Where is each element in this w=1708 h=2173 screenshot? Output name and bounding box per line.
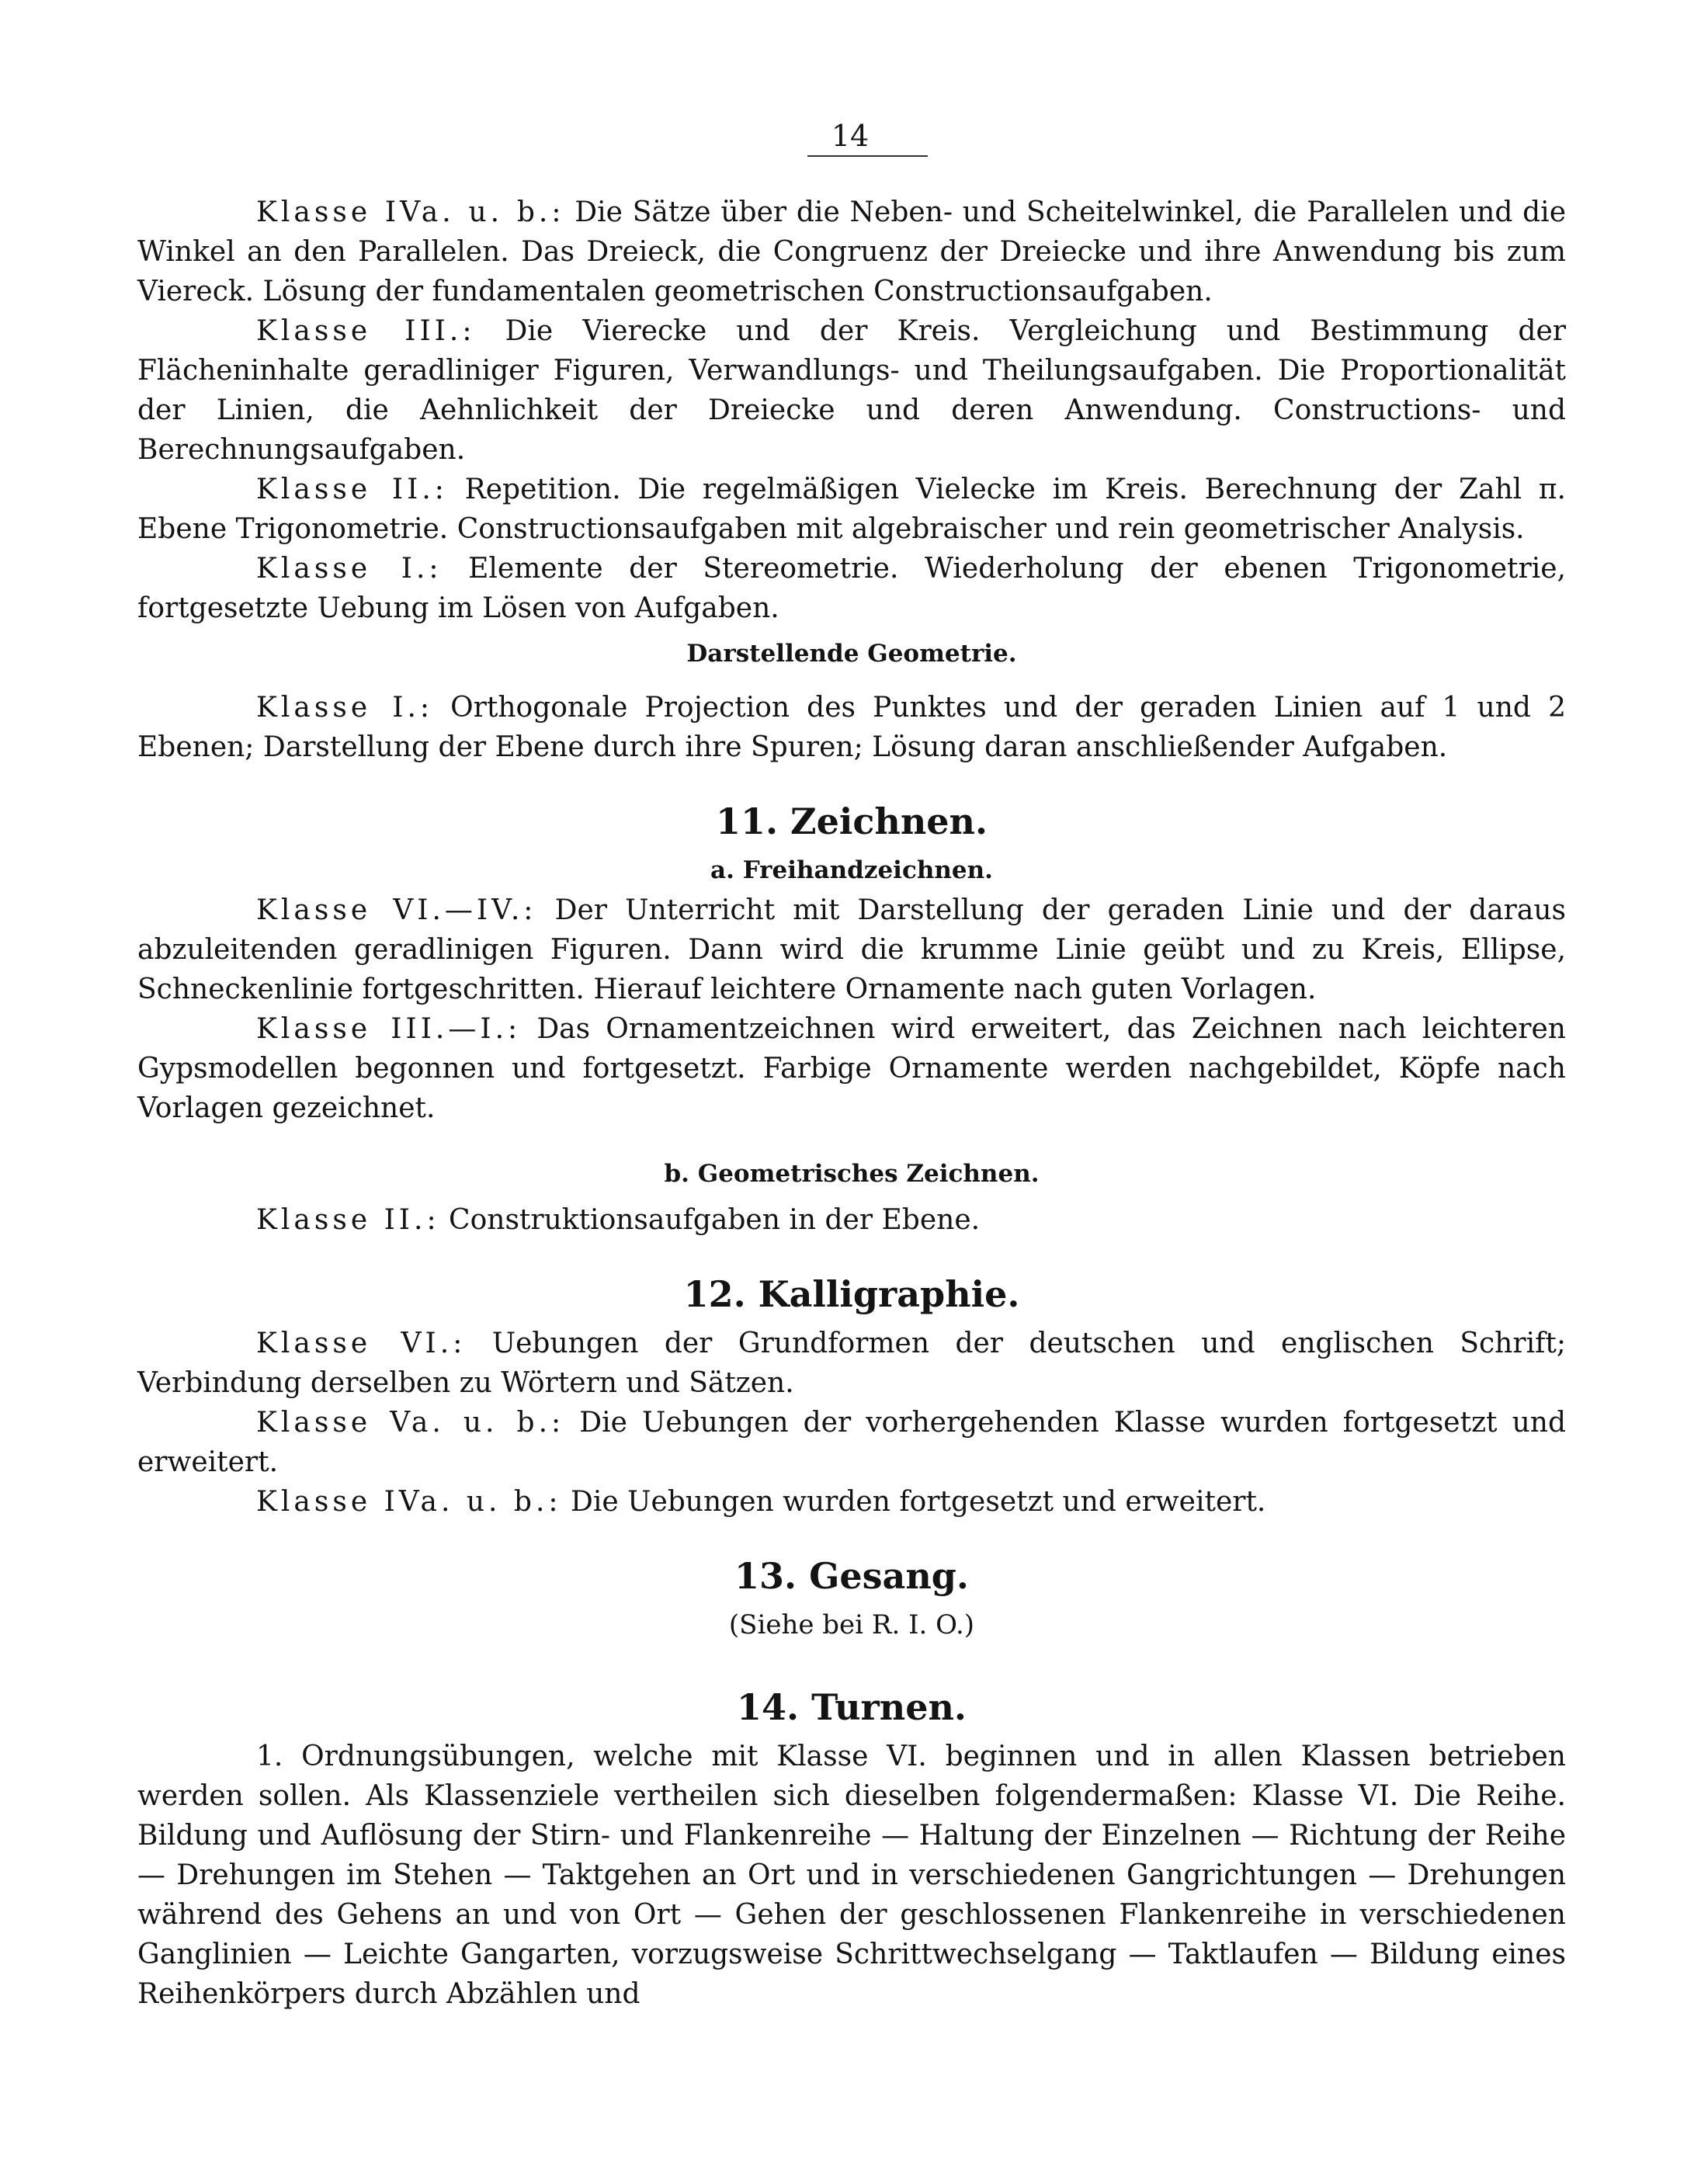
paragraph-text: Das Ornamentzeichnen wird erweitert, das Zeichnen nach leichteren Gypsmodellen begonnen und fortgesetzt. Farbige Ornamente werden nachgebildet, Köpfe nach Vorlagen gezeichnet. bbox=[137, 1013, 1566, 1124]
heading-zeichnen: 11. Zeichnen. bbox=[716, 800, 988, 842]
page-number: 14 bbox=[831, 119, 870, 153]
section-mathematics-continued bbox=[137, 193, 1566, 628]
paragraph-text: Repetition. Die regelmäßigen Vielecke im Kreis. Berechnung der Zahl π. Ebene Trigonometrie. Constructionsaufgaben mit algebraischer und rein geometrischer Analysis. bbox=[137, 474, 1566, 545]
class-label: Klasse III.—I.: bbox=[256, 1013, 522, 1045]
paragraph-turnen-ordnungsuebungen: 1. Ordnungsübungen, welche mit Klasse VI. beginnen und in allen Klassen betrieben werden sollen. Als Klassenziele vertheilen sich dieselben folgendermaßen: Klasse VI. Die Reihe. Bildung und Auflösung der Stirn- und Flankenreihe — Haltung der Einzelnen — Richtung der Reihe — Drehungen im Stehen — Taktgehen an Ort und in verschiedenen Gangrichtungen — Drehungen während des Gehens an und von Ort — Gehen der geschlossenen Flankenreihe in verschiedenen Ganglinien — Leichte Gangarten, vorzugsweise Schrittwechselgang — Taktlaufen — Bildung eines Reihenkörpers durch Abzählen und bbox=[137, 1741, 1566, 2010]
paragraph-text: Construktionsaufgaben in der Ebene. bbox=[439, 1204, 981, 1236]
paragraph-text: Die Uebungen wurden fortgesetzt und erweitert. bbox=[561, 1486, 1266, 1518]
class-label: Klasse IVa. u. b.: bbox=[256, 196, 565, 228]
page-number-rule bbox=[807, 155, 928, 157]
gesang-reference-note: (Siehe bei R. I. O.) bbox=[728, 1609, 975, 1640]
class-label: Klasse VI.—IV.: bbox=[256, 894, 537, 926]
class-label: Klasse I.: bbox=[256, 553, 443, 585]
section-darstellende-geometrie bbox=[137, 634, 1566, 767]
class-label: Klasse Va. u. b.: bbox=[256, 1407, 565, 1439]
section-gesang bbox=[137, 1553, 1566, 1645]
section-kalligraphie bbox=[137, 1271, 1566, 1522]
paragraph-zeichnen-vi-iv bbox=[137, 890, 1566, 1009]
heading-gesang: 13. Gesang. bbox=[734, 1555, 969, 1597]
paragraph-kalligraphie-vi bbox=[137, 1324, 1566, 1403]
paragraph-text: Uebungen der Grundformen der deutschen und englischen Schrift; Verbindung derselben zu Wörtern und Sätzen. bbox=[137, 1328, 1567, 1399]
subheading-darstellende-geometrie: Darstellende Geometrie. bbox=[686, 640, 1017, 668]
section-turnen bbox=[137, 1684, 1566, 2014]
paragraph-kalligraphie-va bbox=[137, 1403, 1566, 1482]
paragraph-text: Die Vierecke und der Kreis. Vergleichung und Bestimmung der Flächeninhalte geradliniger Figuren, Verwandlungs- und Theilungsaufgaben. Die Proportionalität der Linien, die Aehnlichkeit der Dreiecke und deren Anwendung. Constructions- und Berechnungsaufgaben. bbox=[137, 315, 1566, 466]
paragraph-darst-i bbox=[137, 688, 1566, 767]
heading-kalligraphie: 12. Kalligraphie. bbox=[683, 1273, 1020, 1315]
paragraph-zeichnen-iii-i bbox=[137, 1009, 1566, 1128]
section-zeichnen bbox=[137, 798, 1566, 1240]
class-label: Klasse II.: bbox=[256, 1204, 440, 1236]
paragraph-text: Der Unterricht mit Darstellung der geraden Linie und der daraus abzuleitenden geradlinigen Figuren. Dann wird die krumme Linie geübt und zu Kreis, Ellipse, Schneckenlinie fortgeschritten. Hierauf leichtere Ornamente nach guten Vorlagen. bbox=[137, 894, 1566, 1005]
class-label: Klasse III.: bbox=[256, 315, 476, 347]
subheading-geometrisches-zeichnen: b. Geometrisches Zeichnen. bbox=[664, 1160, 1040, 1188]
subheading-freihandzeichnen: a. Freihandzeichnen. bbox=[710, 856, 993, 884]
paragraph-zeichnen-ii bbox=[137, 1200, 1566, 1240]
class-label: Klasse I.: bbox=[256, 692, 434, 724]
paragraph-text: Elemente der Stereometrie. Wiederholung der ebenen Trigonometrie, fortgesetzte Uebung im Lösen von Aufgaben. bbox=[137, 553, 1566, 624]
class-label: Klasse IVa. u. b.: bbox=[256, 1486, 562, 1518]
paragraph-text: Orthogonale Projection des Punktes und der geraden Linien auf 1 und 2 Ebenen; Darstellung der Ebene durch ihre Spuren; Lösung daran anschließender Aufgaben. bbox=[137, 692, 1566, 763]
paragraph-math-ii bbox=[137, 470, 1566, 549]
paragraph-text: Die Uebungen der vorhergehenden Klasse wurden fortgesetzt und erweitert. bbox=[137, 1407, 1566, 1478]
class-label: Klasse VI.: bbox=[256, 1328, 467, 1359]
paragraph-math-i bbox=[137, 549, 1566, 628]
heading-turnen: 14. Turnen. bbox=[737, 1686, 967, 1728]
page-content bbox=[137, 193, 1566, 2014]
class-label: Klasse II.: bbox=[256, 474, 448, 505]
paragraph-text: Die Sätze über die Neben- und Scheitelwinkel, die Parallelen und die Winkel an den Parallelen. Das Dreieck, die Congruenz der Dreiecke und ihre Anwendung bis zum Viereck. Lösung der fundamentalen geometrischen Constructionsaufgaben. bbox=[137, 196, 1566, 307]
paragraph-math-iii bbox=[137, 311, 1566, 470]
paragraph-math-iva bbox=[137, 193, 1566, 311]
paragraph-kalligraphie-iva bbox=[137, 1482, 1566, 1522]
